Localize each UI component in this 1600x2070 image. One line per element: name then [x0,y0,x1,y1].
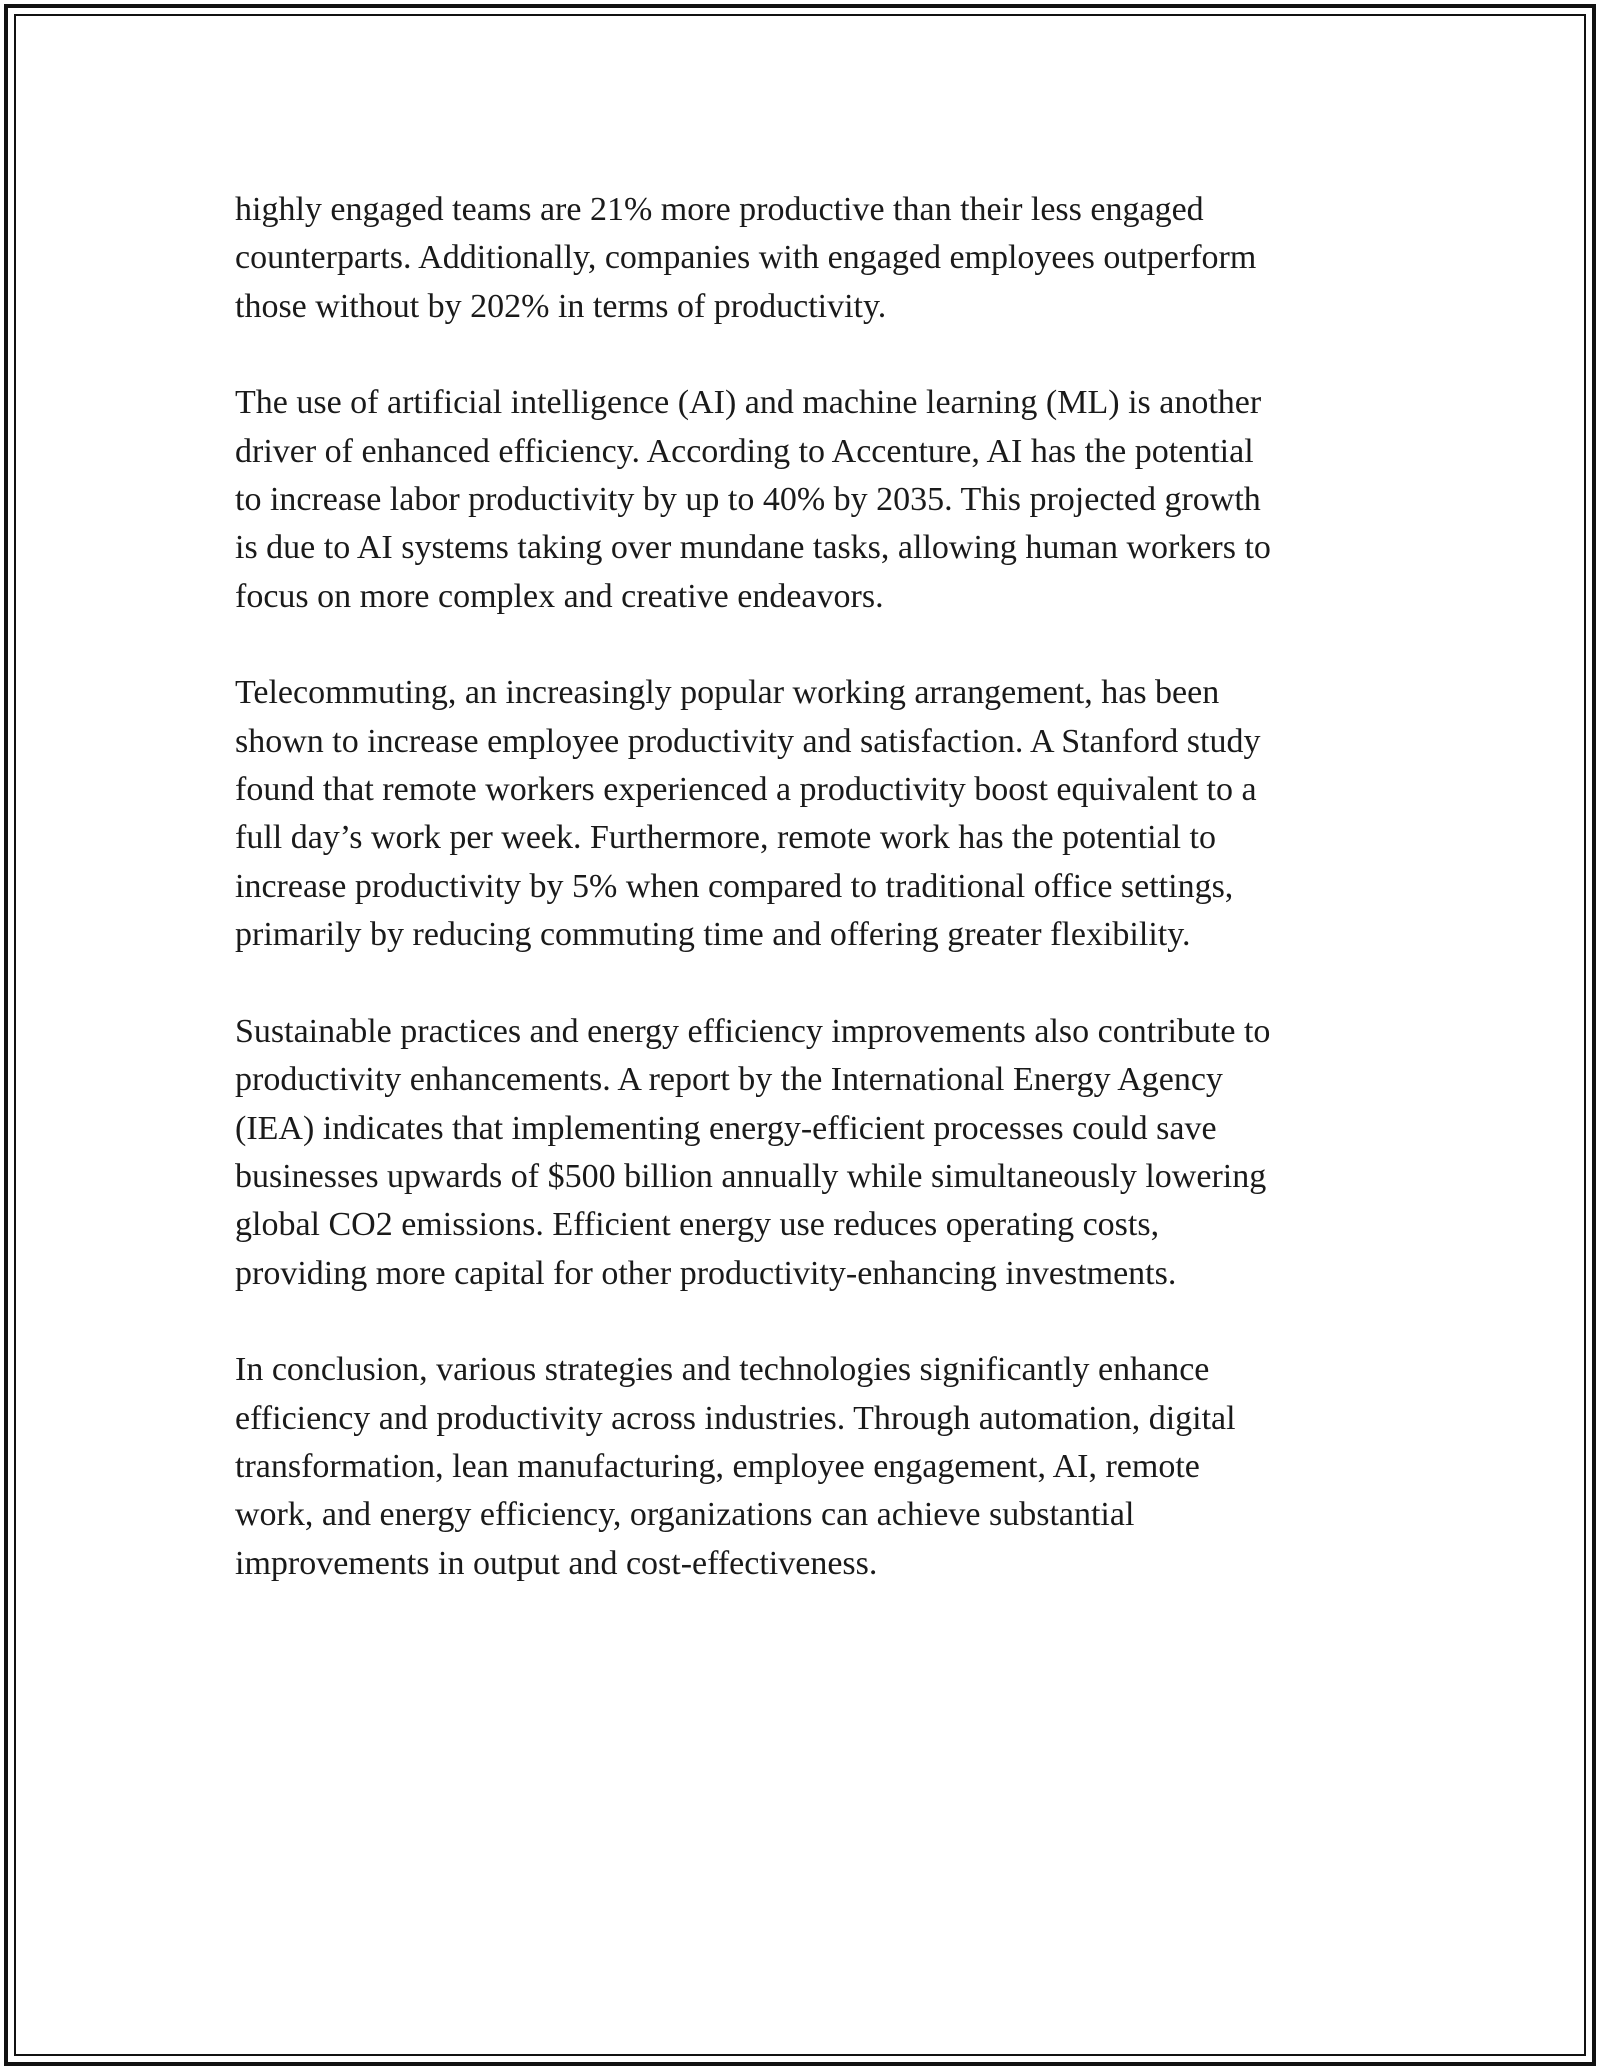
text-line: providing more capital for other productivity-enhancing investments. [235,1254,1177,1292]
text-line: those without by 202% in terms of productivity. [235,287,887,325]
text-line: improvements in output and cost-effectiveness. [235,1544,878,1582]
text-line: efficiency and productivity across industries. Through automation, digital [235,1399,1236,1437]
text-line: global CO2 emissions. Efficient energy use reduces operating costs, [235,1206,1160,1244]
paragraph-telecommuting [235,669,1365,959]
paragraph-conclusion [235,1346,1365,1588]
text-line: increase productivity by 5% when compared to traditional office settings, [235,867,1234,905]
text-line: highly engaged teams are 21% more productive than their less engaged [235,191,1204,228]
document-body [235,186,1365,1636]
text-line: In conclusion, various strategies and technologies significantly enhance [235,1351,1210,1389]
text-line: primarily by reducing commuting time and offering greater flexibility. [235,916,1191,954]
text-line: shown to increase employee productivity and satisfaction. A Stanford study [235,722,1261,760]
text-line: productivity enhancements. A report by the International Energy Agency [235,1061,1223,1099]
text-line: work, and energy efficiency, organizations can achieve substantial [235,1496,1135,1534]
text-line: (IEA) indicates that implementing energy-efficient processes could save [235,1109,1217,1147]
text-line: is due to AI systems taking over mundane tasks, allowing human workers to [235,529,1271,567]
paragraph-engagement [235,186,1365,331]
text-line: transformation, lean manufacturing, employee engagement, AI, remote [235,1447,1200,1485]
text-line: Sustainable practices and energy efficiency improvements also contribute to [235,1012,1271,1050]
paragraph-ai-ml [235,379,1365,621]
paragraph-energy-efficiency [235,1008,1365,1298]
text-line: counterparts. Additionally, companies with engaged employees outperform [235,239,1257,277]
text-line: to increase labor productivity by up to 40% by 2035. This projected growth [235,481,1261,519]
text-line: Telecommuting, an increasingly popular working arrangement, has been [235,674,1220,712]
text-line: full day’s work per week. Furthermore, remote work has the potential to [235,819,1217,857]
text-line: The use of artificial intelligence (AI) and machine learning (ML) is another [235,384,1262,422]
text-line: focus on more complex and creative endeavors. [235,577,884,615]
text-line: driver of enhanced efficiency. According to Accenture, AI has the potential [235,432,1254,470]
text-line: businesses upwards of $500 billion annually while simultaneously lowering [235,1157,1267,1195]
text-line: found that remote workers experienced a productivity boost equivalent to a [235,771,1257,809]
